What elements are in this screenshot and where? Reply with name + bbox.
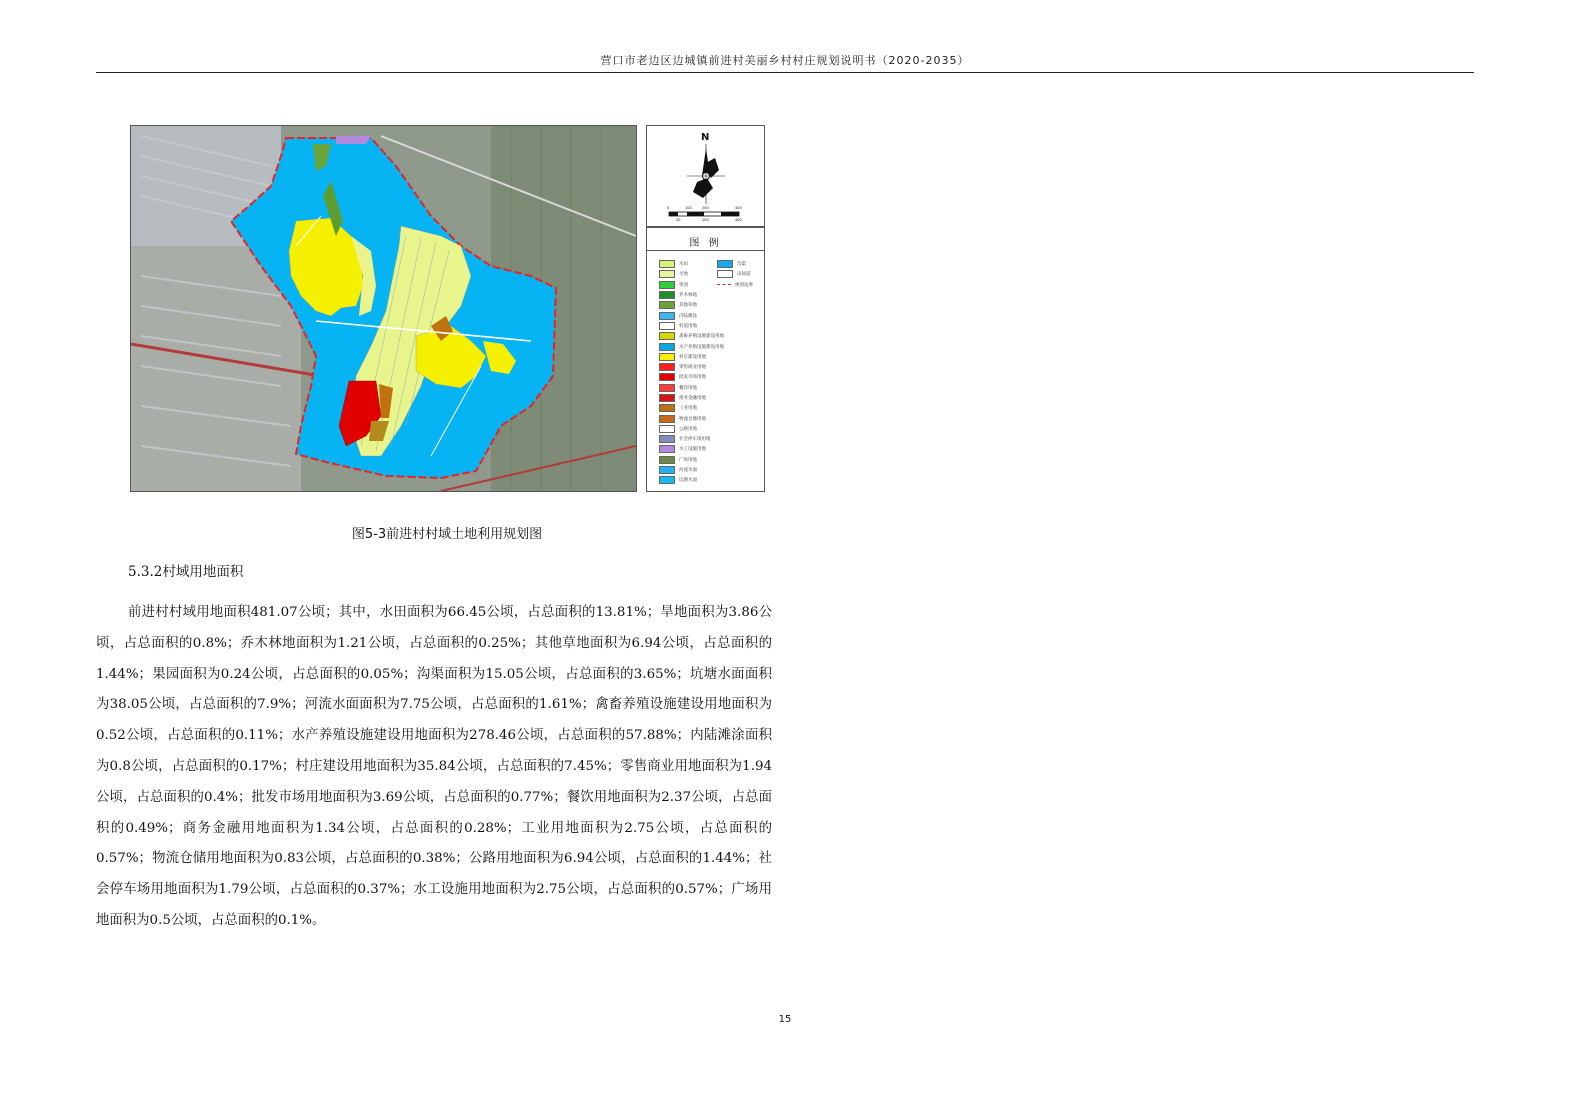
legend-label: 广场用地 [679, 457, 697, 463]
legend-item [659, 259, 714, 269]
legend-label: 坑塘水面 [679, 478, 697, 484]
legend-label: 商务金融用地 [679, 396, 706, 401]
legend-item [659, 300, 714, 310]
scale-tick: 0 [667, 206, 670, 210]
page-number: 15 [778, 1014, 792, 1025]
legend-item [659, 341, 724, 351]
legend-label: 规划边界 [735, 282, 753, 288]
legend-item [659, 444, 714, 454]
legend-swatch [717, 260, 733, 268]
legend-swatch [659, 312, 675, 320]
legend-item [659, 455, 714, 465]
legend-item [717, 259, 762, 269]
legend-item [659, 321, 714, 331]
legend-label: 旱地 [679, 272, 688, 278]
body-paragraph: 前进村村域用地面积481.07公顷；其中，水田面积为66.45公顷，占总面积的13.81%；旱地面积为3.86公顷，占总面积的0.8%；乔木林地面积为1.21公顷，占总面积的0.25%；其他草地面积为6.94公顷，占总面积的1.44%；果园面积为0.24公顷，占总面积的0.05%；沟渠面积为15.05公顷，占总面积的3.65%；坑塘水面面积为38.05公顷，占总面积的7.9%；河流水面面积为7.75公顷，占总面积的1.61%；禽畜养殖设施建设用地面积为0.52公顷，占总面积的0.11%；水产养殖设施建设用地面积为278.46公顷，占总面积的57.88%；内陆滩涂面积为0.8公顷，占总面积的0.17%；村庄建设用地面积为35.84公顷，占总面积的7.45%；零售商业用地面积为1.94公顷，占总面积的0.4%；批发市场用地面积为3.69公顷，占总面积的0.77%；餐饮用地面积为2.37公顷，占总面积的0.49%；商务金融用地面积为1.34公顷，占总面积的0.28%；工业用地面积为2.75公顷，占总面积的0.57%；物流仓储用地面积为0.83公顷，占总面积的0.38%；公路用地面积为6.94公顷，占总面积的1.44%；社会停车场用地面积为1.79公顷，占总面积的0.37%；水工设施用地面积为2.75公顷，占总面积的0.57%；广场用地面积为0.5公顷，占总面积的0.1%。 [96, 605, 772, 928]
legend-swatch [717, 270, 733, 278]
legend-item [659, 383, 714, 393]
legend-swatch [659, 435, 675, 443]
legend-label: 餐饮用地 [679, 385, 697, 391]
legend-label: 水田 [679, 262, 688, 268]
legend-swatch [659, 353, 675, 361]
legend-swatch [659, 291, 675, 299]
legend-swatch [659, 363, 675, 371]
legend-swatch [659, 415, 675, 423]
legend-item [717, 280, 762, 290]
legend-label: 内陆滩涂 [679, 313, 697, 319]
figure-caption: 图5-3前进村村域土地利用规划图 [351, 527, 543, 542]
legend-swatch [659, 281, 675, 289]
north-label: N [701, 132, 710, 143]
section-title: 5.3.2村域用地面积 [128, 564, 244, 580]
legend-swatch [659, 384, 675, 392]
legend-label: 物流仓储用地 [679, 416, 706, 422]
legend-label: 禽畜养殖设施建设用地 [679, 334, 724, 340]
legend-swatch [659, 456, 675, 464]
legend-label: 村道用地 [679, 323, 697, 329]
legend-label: 其他草地 [679, 303, 697, 309]
legend-swatch [659, 445, 675, 453]
legend-swatch [659, 476, 675, 484]
legend-column-right [717, 259, 762, 290]
legend-item [659, 372, 714, 382]
legend-swatch [659, 394, 675, 402]
scale-tick: 400 [735, 206, 742, 210]
land-use-map-graphic [131, 126, 636, 491]
legend-label: 批发市场用地 [679, 375, 706, 381]
legend-label: 田间道 [737, 272, 751, 278]
legend-item [659, 280, 714, 290]
legend-label: 水产养殖设施建设用地 [679, 344, 724, 350]
legend-item [659, 310, 714, 320]
legend-item [659, 424, 714, 434]
scale-tick: 100 [685, 206, 692, 210]
legend-item [659, 475, 714, 485]
legend-label: 公路用地 [679, 426, 697, 432]
legend-item [659, 331, 724, 341]
header-rule [96, 72, 1474, 73]
scale-tick: 200 [702, 206, 709, 210]
legend-swatch [659, 404, 675, 412]
document-header: 营口市老边区边城镇前进村美丽乡村村庄规划说明书（2020-2035） [600, 54, 970, 67]
legend-item [717, 269, 762, 279]
legend-swatch [659, 322, 675, 330]
legend-column-left [659, 259, 724, 486]
legend-label: 沟渠 [737, 262, 746, 268]
legend-swatch [659, 343, 675, 351]
legend-swatch [659, 301, 675, 309]
legend-item [659, 393, 714, 403]
legend-swatch [717, 284, 731, 285]
legend-swatch [659, 466, 675, 474]
legend-swatch [659, 332, 675, 340]
scale-tick: 50 [676, 218, 681, 222]
legend-label: 水工设施用地 [679, 447, 706, 453]
legend-item [659, 290, 714, 300]
legend-item [659, 465, 714, 475]
north-arrow-scale-panel [646, 125, 765, 227]
legend-label: 零售商业用地 [679, 365, 706, 371]
legend-swatch [659, 425, 675, 433]
scale-tick: 200 [702, 218, 709, 222]
land-use-map [130, 125, 637, 492]
legend-label: 果园 [679, 282, 688, 288]
legend-item [659, 434, 714, 444]
legend-item [659, 362, 714, 372]
legend-label: 乔木林地 [679, 293, 697, 299]
legend-title: 图 例 [689, 238, 722, 249]
legend-label: 社会停车场用地 [679, 437, 711, 443]
legend-swatch [659, 260, 675, 268]
legend-swatch [659, 373, 675, 381]
legend-item [659, 413, 714, 423]
legend-label: 河流水面 [679, 468, 697, 474]
legend-swatch [659, 270, 675, 278]
map-legend [646, 227, 765, 492]
legend-label: 村庄建设用地 [679, 354, 706, 360]
legend-item [659, 352, 714, 362]
legend-divider [647, 250, 764, 251]
legend-item [659, 403, 714, 413]
legend-item [659, 269, 714, 279]
legend-label: 工业用地 [679, 406, 697, 412]
scale-tick: 400 [735, 218, 742, 222]
